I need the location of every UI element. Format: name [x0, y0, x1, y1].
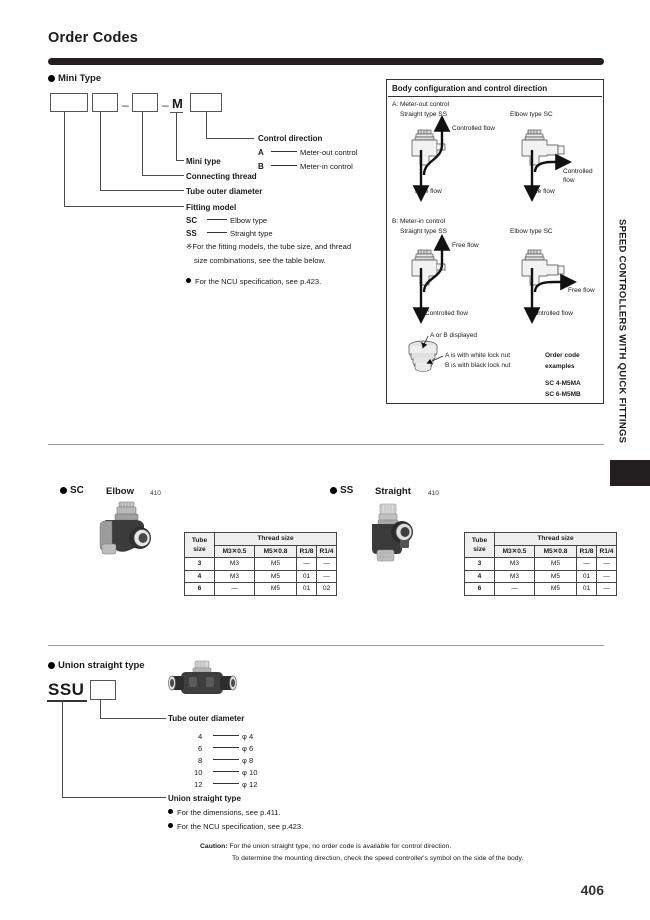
panel-example-code-1: SC 4-M5MA	[545, 380, 581, 387]
union-note-2: For the NCU specification, see p.423.	[177, 822, 304, 831]
table-cell-value: M5	[535, 583, 577, 596]
table-header-tube-line2: size	[473, 546, 486, 554]
legend-ncu-note-wrap	[186, 277, 321, 286]
table-row	[465, 583, 617, 596]
legend-control-direction-desc-a: Meter-out control	[300, 148, 358, 157]
union-product-image	[168, 660, 238, 708]
union-leader-type-h	[62, 797, 166, 798]
section-divider-1	[48, 444, 604, 445]
panel-title-rule	[388, 96, 602, 97]
legend-fitting-model-code-ss: SS	[186, 229, 197, 238]
panel-section-a-straight-label: Straight type SS	[400, 111, 447, 118]
bullet-dot-icon	[186, 278, 191, 283]
union-diameter-row-12	[210, 780, 257, 789]
table-cell-tube: 6	[185, 583, 215, 596]
table-cell-tube: 3	[185, 558, 215, 571]
side-tab-block	[610, 460, 650, 486]
table-cell-value: M5	[535, 570, 577, 583]
product-page-ref-sc: 410	[150, 490, 161, 497]
table-header-tube-line2: size	[193, 546, 206, 554]
legend-fitting-model-desc-sc: Elbow type	[230, 216, 268, 225]
panel-example-code-2: SC 6-M5MB	[545, 391, 581, 398]
table-cell-value: —	[297, 558, 317, 571]
panel-section-b-straight-label: Straight type SS	[400, 228, 447, 235]
table-cell-value: M5	[255, 583, 297, 596]
table-col-m5-ss: M5✕0.8	[535, 545, 577, 558]
legend-tube-diameter-label: Tube outer diameter	[186, 187, 263, 196]
panel-section-a-elbow-arrow-bottom: Free flow	[528, 188, 555, 195]
table-cell-value: M3	[215, 570, 255, 583]
product-image-sc	[88, 500, 174, 570]
table-col-r14-ss: R1/4	[597, 545, 617, 558]
spec-table-sc	[184, 532, 337, 596]
leader-line-mini-type-v	[176, 112, 177, 160]
panel-section-a-straight-arrow-bottom: Free flow	[415, 188, 442, 195]
union-diameter-value-12: φ 12	[242, 780, 258, 789]
table-cell-value: —	[495, 583, 535, 596]
table-row	[185, 558, 337, 571]
union-leader-type-v	[62, 700, 63, 797]
caution-line-1	[200, 843, 451, 850]
union-note-1-wrap	[168, 808, 281, 817]
order-code-box-control-direction[interactable]	[190, 93, 222, 112]
leader-line-control-direction-h	[206, 138, 254, 139]
table-cell-tube: 3	[465, 558, 495, 571]
table-row	[465, 558, 617, 571]
table-row	[185, 583, 337, 596]
union-diameter-row-4	[210, 732, 253, 741]
caution-line-2: To determine the mounting direction, check the speed controller's symbol on the side of the body.	[232, 855, 524, 862]
table-cell-value: M3	[495, 570, 535, 583]
side-tab	[612, 206, 632, 456]
product-code-sc: SC	[70, 485, 84, 496]
union-leader-diameter-h	[100, 718, 166, 719]
legend-fitting-model-desc-sc-wrap	[204, 216, 267, 225]
legend-fitting-model-label: Fitting model	[186, 203, 237, 212]
product-page-ref-ss: 410	[428, 490, 439, 497]
leader-line-connecting-thread-v	[142, 112, 143, 175]
union-code-box-diameter[interactable]	[90, 680, 116, 700]
side-tab-label: SPEED CONTROLLERS WITH QUICK FITTINGS	[616, 218, 628, 444]
table-cell-value: 01	[297, 583, 317, 596]
union-code-prefix: SSU	[48, 680, 85, 699]
union-diameter-row-10	[210, 768, 257, 777]
panel-examples-title-1: Order code	[545, 352, 580, 359]
panel-section-a-elbow-arrow-right-1: Controlled	[563, 168, 593, 175]
panel-nut-white-label: A is with white lock nut	[445, 352, 511, 359]
panel-section-b-straight-arrow-top: Free flow	[452, 242, 479, 249]
table-cell-tube: 6	[465, 583, 495, 596]
table-header-tube-ss	[465, 533, 495, 558]
bullet-dot-icon	[48, 75, 55, 82]
panel-nut-black-label: B is with black lock nut	[445, 362, 511, 369]
legend-control-direction-desc-a-wrap	[268, 148, 357, 157]
title-rule	[48, 58, 604, 65]
legend-fitting-model-code-sc: SC	[186, 216, 198, 225]
bullet-dot-icon	[48, 662, 55, 669]
leader-line-tube-diameter-v	[100, 112, 101, 190]
table-col-r18-ss: R1/8	[577, 545, 597, 558]
leader-line-fitting-model-h	[64, 206, 184, 207]
legend-control-direction-code-a: A	[258, 148, 264, 157]
table-cell-value: —	[317, 570, 337, 583]
union-heading-label: Union straight type	[58, 660, 145, 671]
union-diameter-row-6	[210, 744, 253, 753]
product-heading-ss	[330, 485, 353, 496]
bullet-dot-icon	[168, 809, 173, 814]
panel-section-a-elbow-arrow-right-2: flow	[563, 177, 575, 184]
page-title: Order Codes	[48, 30, 139, 46]
union-code-underline	[47, 700, 87, 702]
legend-fitting-note-line2: size combinations, see the table below.	[194, 256, 326, 265]
union-note-2-wrap	[168, 822, 303, 831]
union-diameter-code-4: 4	[198, 732, 203, 741]
product-name-sc: Elbow	[106, 486, 134, 497]
table-header-thread-sc: Thread size	[215, 533, 337, 546]
legend-fitting-note-line1-wrap: ※For the fitting models, the tube size, and thread	[186, 242, 352, 251]
panel-section-b-label: B: Meter-in control	[392, 218, 446, 225]
table-cell-value: 01	[577, 583, 597, 596]
leader-line-tube-diameter-h	[100, 190, 184, 191]
table-cell-value: —	[597, 558, 617, 571]
union-diameter-value-10: φ 10	[242, 768, 258, 777]
product-code-ss: SS	[340, 485, 354, 496]
order-code-fixed-char-m: M	[172, 96, 183, 111]
table-cell-value: —	[577, 558, 597, 571]
leader-line-fitting-model-v	[64, 112, 65, 206]
panel-title: Body configuration and control direction	[392, 84, 548, 93]
panel-examples-title-2: examples	[545, 363, 575, 370]
table-header-tube-sc	[185, 533, 215, 558]
order-code-box-fitting-model[interactable]	[50, 93, 88, 112]
panel-section-b-elbow-label: Elbow type SC	[510, 228, 553, 235]
mini-type-heading-label: Mini Type	[58, 73, 102, 84]
union-note-1: For the dimensions, see p.411.	[177, 808, 281, 817]
caution-text-1: For the union straight type, no order code is available for control direction.	[229, 843, 452, 850]
legend-fitting-model-desc-ss: Straight type	[230, 229, 273, 238]
table-row	[185, 570, 337, 583]
leader-line-connecting-thread-h	[142, 175, 184, 176]
table-cell-value: M5	[255, 570, 297, 583]
legend-fitting-note-line1: For the fitting models, the tube size, and thread	[192, 242, 352, 251]
table-cell-value: —	[215, 583, 255, 596]
panel-section-a-straight-arrow-top: Controlled flow	[452, 125, 495, 132]
table-col-m3-ss: M3✕0.5	[495, 545, 535, 558]
spec-table-ss	[464, 532, 617, 596]
table-cell-value: —	[317, 558, 337, 571]
table-cell-value: 01	[577, 570, 597, 583]
table-cell-value: M5	[535, 558, 577, 571]
union-diameter-value-4: φ 4	[242, 732, 254, 741]
table-header-thread-ss: Thread size	[495, 533, 617, 546]
legend-connecting-thread-label: Connecting thread	[186, 172, 257, 181]
table-col-m5-sc: M5✕0.8	[255, 545, 297, 558]
table-cell-value: —	[597, 570, 617, 583]
bullet-dot-icon	[330, 487, 337, 494]
panel-section-b-elbow-arrow-bottom: Controlled flow	[530, 310, 573, 317]
bullet-dot-icon	[60, 487, 67, 494]
table-cell-value: 02	[317, 583, 337, 596]
table-col-r18-sc: R1/8	[297, 545, 317, 558]
table-col-r14-sc: R1/4	[317, 545, 337, 558]
union-diameter-code-10: 10	[194, 768, 203, 777]
legend-control-direction-code-b: B	[258, 162, 264, 171]
union-diameter-row-8	[210, 756, 253, 765]
table-cell-value: M5	[255, 558, 297, 571]
legend-mini-type-label: Mini type	[186, 157, 221, 166]
union-diameter-value-6: φ 6	[242, 744, 254, 753]
legend-ncu-note: For the NCU specification, see p.423.	[195, 277, 322, 286]
table-cell-value: 01	[297, 570, 317, 583]
union-type-label: Union straight type	[168, 794, 241, 803]
panel-section-b-straight-arrow-bottom: Controlled flow	[425, 310, 468, 317]
panel-section-b-elbow-arrow-right: Free flow	[568, 287, 595, 294]
panel-nut-display-label: A or B displayed	[430, 332, 477, 339]
table-header-tube-line1: Tube	[191, 536, 208, 544]
table-cell-value: M3	[495, 558, 535, 571]
order-code-box-connecting-thread[interactable]	[132, 93, 158, 112]
union-diameter-code-6: 6	[198, 744, 203, 753]
page-number: 406	[580, 882, 604, 898]
panel-section-a-elbow-label: Elbow type SC	[510, 111, 553, 118]
union-diameter-code-8: 8	[198, 756, 203, 765]
legend-control-direction-desc-b-wrap	[268, 162, 353, 171]
product-name-ss: Straight	[375, 486, 411, 497]
bullet-dot-icon	[168, 823, 173, 828]
union-leader-diameter-v	[100, 700, 101, 718]
product-image-ss	[358, 500, 444, 570]
leader-line-control-direction-v	[206, 112, 207, 138]
section-divider-2	[48, 645, 604, 646]
order-code-dash-2: –	[162, 98, 169, 112]
table-cell-value: M3	[215, 558, 255, 571]
caution-label: Caution:	[200, 843, 228, 850]
union-heading	[48, 660, 145, 671]
legend-control-direction-desc-b: Meter-in control	[300, 162, 353, 171]
table-cell-value: —	[597, 583, 617, 596]
table-cell-tube: 4	[185, 570, 215, 583]
union-diameter-value-8: φ 8	[242, 756, 254, 765]
order-code-dash-1: –	[122, 98, 129, 112]
legend-control-direction-label: Control direction	[258, 134, 323, 143]
mini-type-heading	[48, 73, 101, 84]
table-cell-tube: 4	[465, 570, 495, 583]
legend-fitting-model-desc-ss-wrap	[204, 229, 273, 238]
table-header-tube-line1: Tube	[471, 536, 488, 544]
union-diameter-label: Tube outer diameter	[168, 714, 245, 723]
product-heading-sc	[60, 485, 84, 496]
panel-section-a-label: A: Meter-out control	[392, 101, 450, 108]
union-diameter-code-12: 12	[194, 780, 203, 789]
order-code-box-tube-diameter[interactable]	[92, 93, 118, 112]
table-row	[465, 570, 617, 583]
table-col-m3-sc: M3✕0.5	[215, 545, 255, 558]
leader-line-mini-type-h	[176, 160, 184, 161]
